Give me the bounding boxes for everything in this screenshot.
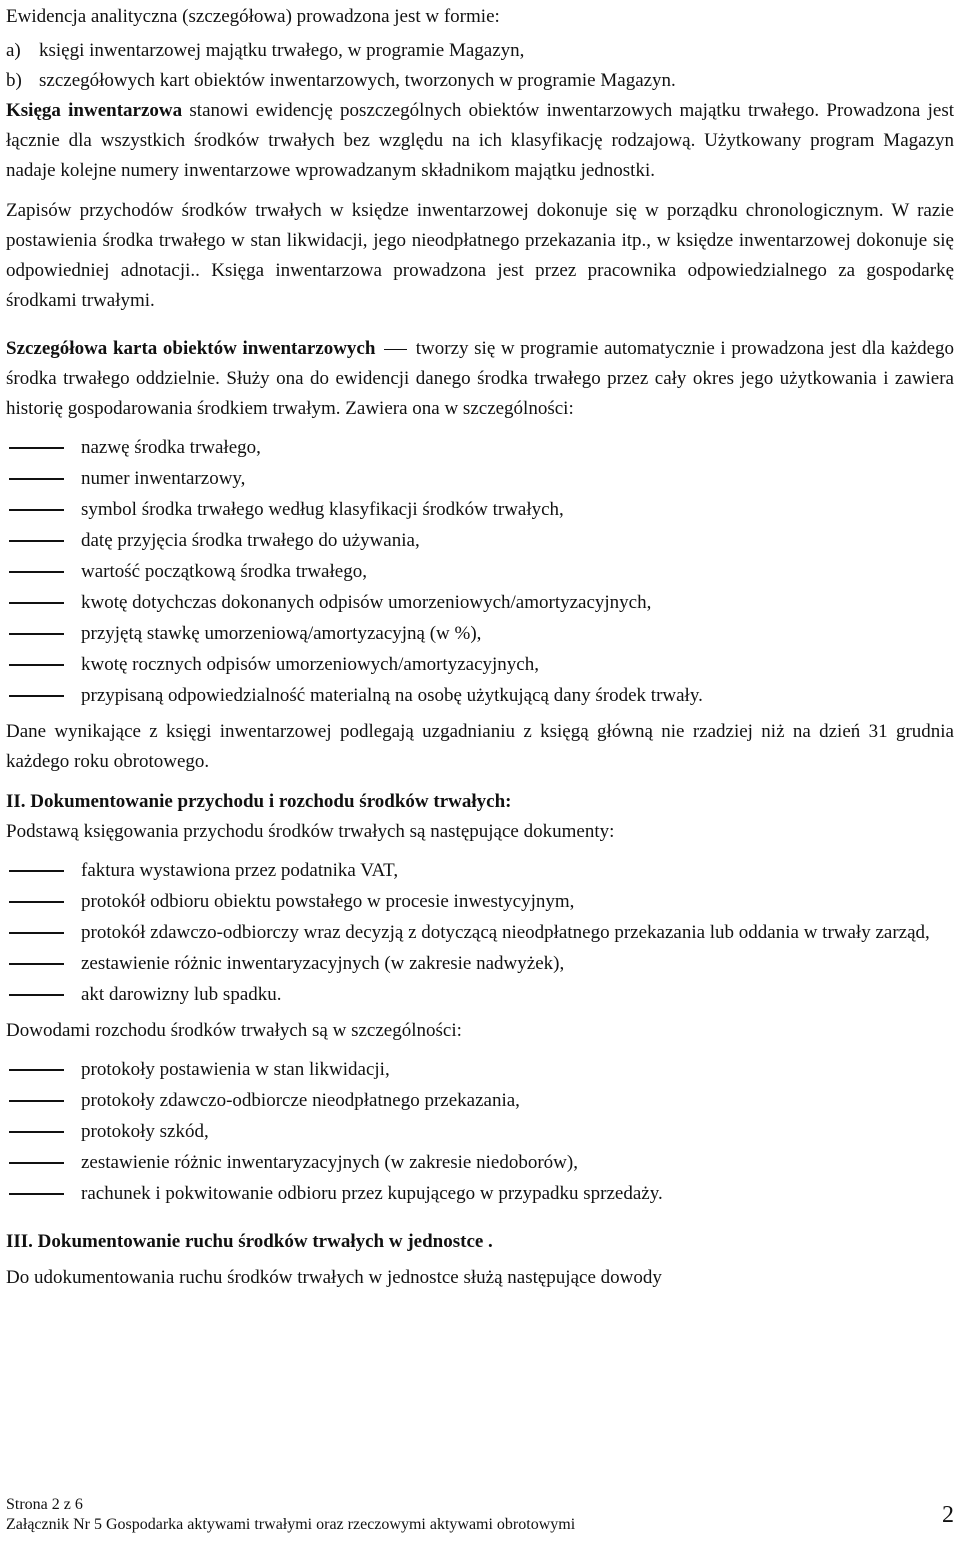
- dash-bullet: [6, 649, 81, 680]
- list-item: [6, 855, 954, 886]
- section-3-heading: III. Dokumentowanie ruchu środków trwałych w jednostce .: [6, 1231, 493, 1252]
- list-item: [6, 525, 954, 556]
- list-item-text: protokoły szkód,: [81, 1121, 209, 1142]
- attachment-title: Załącznik Nr 5 Gospodarka aktywami trwałymi oraz rzeczowymi aktywami obrotowymi: [6, 1516, 576, 1533]
- dash-bullet: [6, 948, 81, 979]
- list-item-text: protokół zdawczo-odbiorczy wraz decyzją z dotyczącą nieodpłatnego przekazania lub oddania w trwały zarząd,: [81, 922, 930, 943]
- list-item-text: kwotę dotychczas dokonanych odpisów umorzeniowych/amortyzacyjnych,: [81, 592, 652, 613]
- dash-bullet: [6, 556, 81, 587]
- list-item-text: datę przyjęcia środka trwałego do używania,: [81, 530, 420, 551]
- list-item: [6, 556, 954, 587]
- karta-text: tworzy się w programie automatycznie i prowadzona jest dla każdego środka trwałego oddzielnie. Służy ona do ewidencji danego środka trwałego przez cały okres jego użytkowania i zawiera historię gospodarowania środkiem trwałym. Zawiera ona w szczególności:: [6, 338, 955, 419]
- karta-paragraph: [6, 334, 954, 424]
- list-item: [6, 948, 954, 979]
- przychod-documents-list: [6, 855, 954, 1010]
- list-item-text: zestawienie różnic inwentaryzacyjnych (w zakresie niedoborów),: [81, 1152, 578, 1173]
- list-item-text: księgi inwentarzowej majątku trwałego, w programie Magazyn,: [39, 40, 525, 61]
- dash-bullet: [6, 1116, 81, 1147]
- list-item-text: nazwę środka trwałego,: [81, 437, 261, 458]
- dash-bullet: [6, 680, 81, 711]
- karta-term: Szczegółowa karta obiektów inwentarzowych: [6, 338, 376, 359]
- dash-bullet: [6, 432, 81, 463]
- dash-bullet: [6, 1085, 81, 1116]
- dash-bullet: [6, 886, 81, 917]
- page-label: Strona 2 z 6: [6, 1496, 83, 1513]
- list-item: [6, 432, 954, 463]
- list-item: [6, 618, 954, 649]
- zapisy-paragraph: Zapisów przychodów środków trwałych w księdze inwentarzowej dokonuje się w porządku chronologicznym. W razie postawienia środka trwałego w stan likwidacji, jego nieodpłatnego przekazania itp., w księdze inwentarzowej dokonuje się odpowiedniej adnotacji.. Księga inwentarzowa prowadzona jest przez pracownika odpowiedzialnego za gospodarkę środkami trwałymi.: [6, 200, 954, 311]
- section-2-lead: Podstawą księgowania przychodu środków trwałych są następujące dokumenty:: [6, 821, 615, 842]
- list-item-text: protokoły postawienia w stan likwidacji,: [81, 1059, 390, 1080]
- list-item-text: zestawienie różnic inwentaryzacyjnych (w zakresie nadwyżek),: [81, 953, 565, 974]
- section-3-lead: Do udokumentowania ruchu środków trwałych w jednostce służą następujące dowody: [6, 1267, 662, 1288]
- list-item: [6, 1054, 954, 1085]
- list-item-text: kwotę rocznych odpisów umorzeniowych/amortyzacyjnych,: [81, 654, 539, 675]
- list-item: [6, 649, 954, 680]
- dash-bullet: [6, 1178, 81, 1209]
- list-item-text: akt darowizny lub spadku.: [81, 984, 282, 1005]
- list-marker: b): [6, 70, 22, 91]
- list-item: [6, 886, 954, 917]
- list-item: [6, 680, 954, 711]
- list-item: [6, 66, 954, 96]
- dash-bullet: [6, 525, 81, 556]
- dash-bullet: [6, 1054, 81, 1085]
- dash-bullet: [6, 917, 81, 948]
- list-item-text: wartość początkową środka trwałego,: [81, 561, 367, 582]
- intro-paragraph: Ewidencja analityczna (szczegółowa) prowadzona jest w formie:: [6, 6, 500, 27]
- dash-bullet: [6, 587, 81, 618]
- section-2-lead-2: Dowodami rozchodu środków trwałych są w szczególności:: [6, 1020, 462, 1041]
- list-item-text: faktura wystawiona przez podatnika VAT,: [81, 860, 399, 881]
- ksiega-term: Księga inwentarzowa: [6, 100, 183, 121]
- list-marker: a): [6, 40, 21, 61]
- document-page: [6, 2, 954, 1293]
- list-item: [6, 979, 954, 1010]
- list-item: [6, 1116, 954, 1147]
- dash-bullet: [6, 979, 81, 1010]
- rozchod-documents-list: [6, 1054, 954, 1209]
- list-item-text: symbol środka trwałego według klasyfikacji środków trwałych,: [81, 499, 564, 520]
- forms-list: [6, 36, 954, 96]
- dash-bullet: [6, 1147, 81, 1178]
- list-item: [6, 1147, 954, 1178]
- list-item: [6, 1178, 954, 1209]
- list-item-text: protokoły zdawczo-odbiorcze nieodpłatnego przekazania,: [81, 1090, 520, 1111]
- karta-items-list: [6, 432, 954, 711]
- dash-separator: [384, 349, 407, 351]
- list-item-text: przyjętą stawkę umorzeniową/amortyzacyjną (w %),: [81, 623, 482, 644]
- dane-paragraph: Dane wynikające z księgi inwentarzowej podlegają uzgadnianiu z księgą główną nie rzadziej niż na dzień 31 grudnia każdego roku obrotowego.: [6, 721, 954, 772]
- list-item-text: numer inwentarzowy,: [81, 468, 246, 489]
- list-item: [6, 494, 954, 525]
- page-number: 2: [942, 1502, 954, 1528]
- list-item: [6, 36, 954, 66]
- list-item-text: szczegółowych kart obiektów inwentarzowych, tworzonych w programie Magazyn.: [39, 70, 676, 91]
- list-item: [6, 917, 954, 948]
- ksiega-text: stanowi ewidencję poszczególnych obiektów inwentarzowych majątku trwałego. Prowadzona jest łącznie dla wszystkich środków trwałych bez względu na ich klasyfikację rodzajową. Użytkowany program Magazyn nadaje kolejne numery inwentarzowe wprowadzanym składnikom majątku jednostki.: [6, 100, 954, 181]
- ksiega-paragraph: [6, 96, 954, 186]
- list-item: [6, 587, 954, 618]
- dash-bullet: [6, 855, 81, 886]
- list-item-text: rachunek i pokwitowanie odbioru przez kupującego w przypadku sprzedaży.: [81, 1183, 663, 1204]
- list-item-text: protokół odbioru obiektu powstałego w procesie inwestycyjnym,: [81, 891, 575, 912]
- dash-bullet: [6, 463, 81, 494]
- page-footer: [6, 1495, 954, 1535]
- list-item-text: przypisaną odpowiedzialność materialną na osobę użytkującą dany środek trwały.: [81, 685, 703, 706]
- section-2-heading: II. Dokumentowanie przychodu i rozchodu środków trwałych:: [6, 791, 512, 812]
- dash-bullet: [6, 618, 81, 649]
- dash-bullet: [6, 494, 81, 525]
- list-item: [6, 463, 954, 494]
- list-item: [6, 1085, 954, 1116]
